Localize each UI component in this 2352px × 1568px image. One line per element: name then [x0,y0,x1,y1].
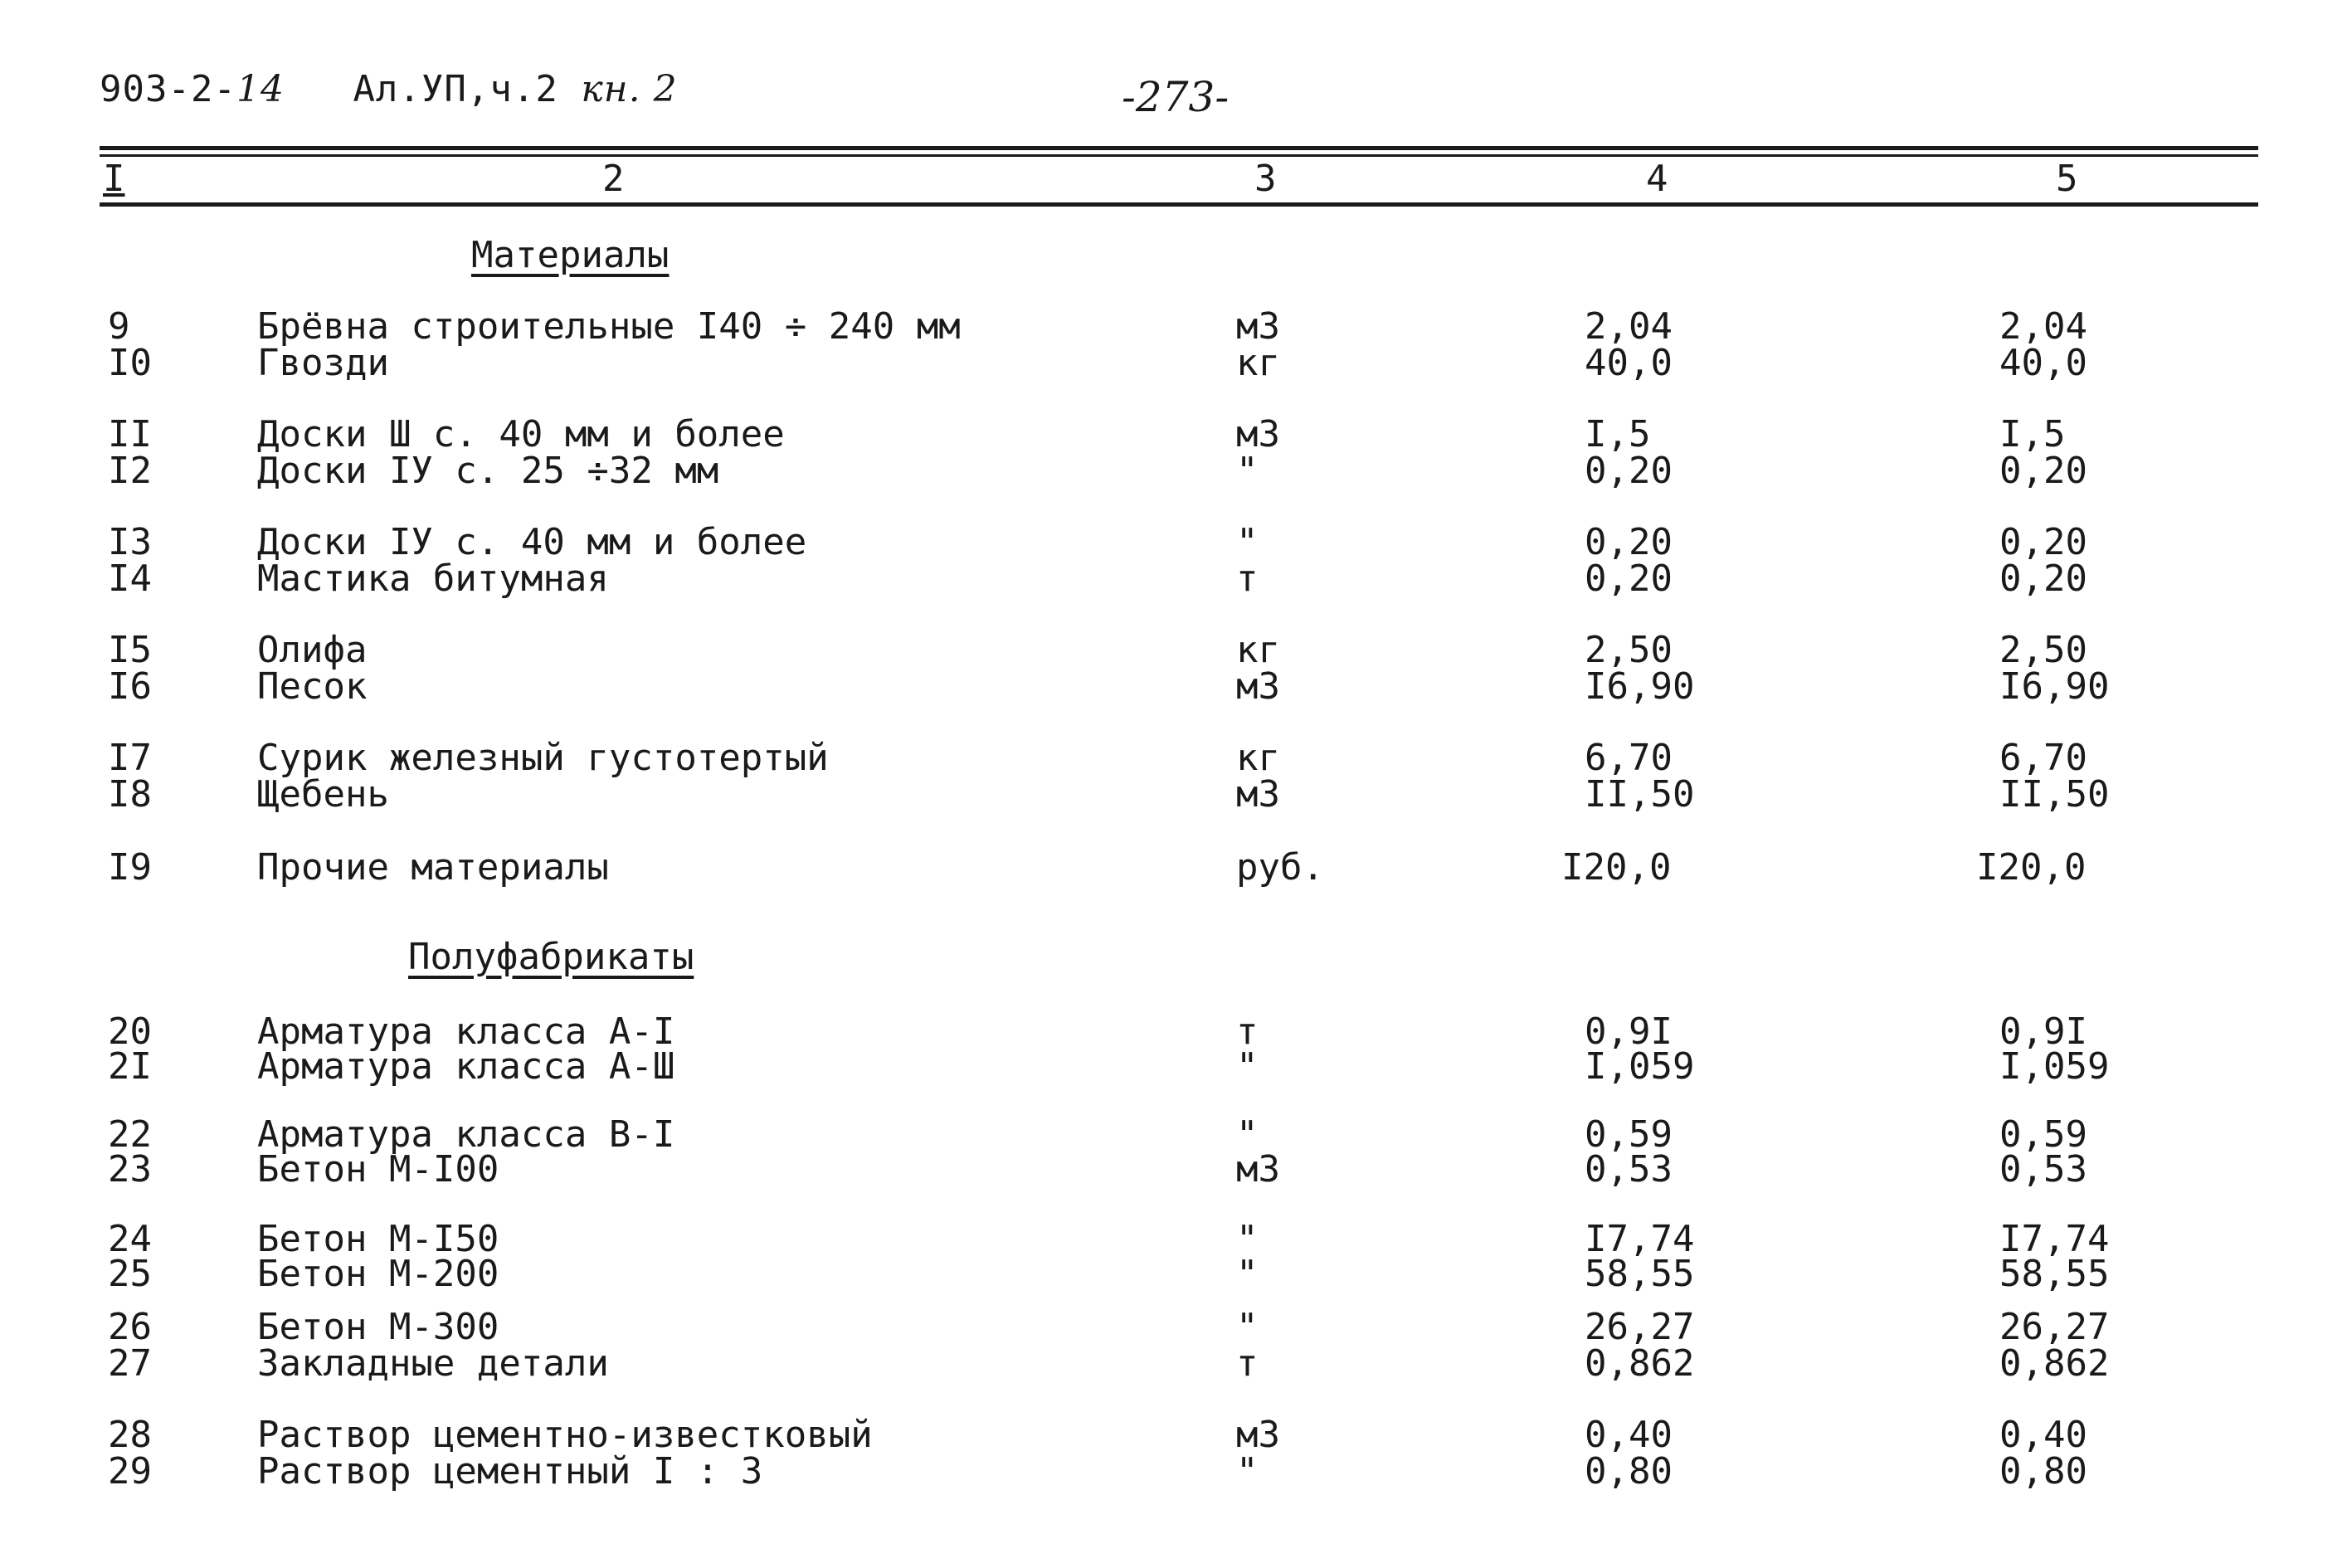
row-number: 24 [108,1218,152,1260]
row-value-col4: 2,50 [1585,629,1673,671]
row-value-col5: 2,04 [1999,305,2087,348]
page-number: -273- [1122,73,1230,121]
volume-label-typed: Ал.УП,ч.2 [353,68,558,110]
row-number: I3 [108,521,152,563]
document-code-typed: 903-2- [100,68,236,110]
row-unit: кг [1236,342,1280,384]
row-value-col5: 2,50 [1999,629,2087,671]
section-title-materials: Материалы [471,234,670,276]
volume-label-handwritten: кн. 2 [581,68,678,110]
row-value-col5: I7,74 [1999,1218,2110,1260]
row-name: Щебень [257,773,389,816]
row-name: Сурик железный густотертый [257,737,829,779]
document-code-handwritten: 14 [236,68,285,110]
row-name: Доски IУ с. 40 мм и более [257,521,807,563]
column-header-1: I [103,158,125,200]
row-name: Бетон М-200 [257,1253,499,1295]
row-value-col4: 0,80 [1585,1450,1673,1493]
row-name: Доски IУ с. 25 ÷32 мм [257,450,719,492]
row-name: Доски Ш с. 40 мм и более [257,413,785,455]
row-unit: т [1236,1342,1259,1385]
row-value-col4: 58,55 [1585,1253,1695,1295]
row-name: Закладные детали [257,1342,609,1385]
row-value-col4: 26,27 [1585,1306,1695,1348]
column-header-3: 3 [1254,158,1277,200]
document-code [100,68,678,110]
row-unit: " [1236,1045,1259,1088]
row-name: Арматура класса А-Ш [257,1045,675,1088]
row-unit: " [1236,1218,1259,1260]
row-unit: м3 [1236,1148,1280,1191]
row-value-col4: 0,20 [1585,450,1673,492]
row-unit: м3 [1236,665,1280,708]
row-number: 22 [108,1113,152,1156]
row-name: Гвозди [257,342,389,384]
row-name: Мастика битумная [257,558,609,600]
row-number: 2I [108,1045,152,1088]
row-unit: м3 [1236,413,1280,455]
row-value-col4: 0,862 [1585,1342,1695,1385]
row-unit: кг [1236,629,1280,671]
table-top-rule [100,146,2258,150]
row-value-col4: I,5 [1585,413,1651,455]
row-value-col5: 0,20 [1999,450,2087,492]
row-value-col5: 6,70 [1999,737,2087,779]
row-value-col4: I,059 [1585,1045,1695,1088]
row-unit: кг [1236,737,1280,779]
row-value-col5: I,059 [1999,1045,2110,1088]
row-value-col5: 0,40 [1999,1414,2087,1456]
row-value-col5: 0,20 [1999,521,2087,563]
row-name: Песок [257,665,368,708]
row-value-col5: II,50 [1999,773,2110,816]
row-value-col5: 58,55 [1999,1253,2110,1295]
row-value-col4: 0,9I [1585,1010,1673,1053]
row-value-col5: 0,80 [1999,1450,2087,1493]
row-number: 9 [108,305,130,348]
row-name: Раствор цементно-известковый [257,1414,873,1456]
row-value-col4: 0,59 [1585,1113,1673,1156]
row-number: 28 [108,1414,152,1456]
table-top-rule-thin [100,154,2258,157]
row-number: 26 [108,1306,152,1348]
row-number: II [108,413,152,455]
row-value-col4: 6,70 [1585,737,1673,779]
row-name: Олифа [257,629,368,671]
row-value-col5: 0,53 [1999,1148,2087,1191]
row-value-col5: 26,27 [1999,1306,2110,1348]
row-value-col5: I6,90 [1999,665,2110,708]
row-name: Бетон М-I50 [257,1218,499,1260]
row-value-col5: 0,9I [1999,1010,2087,1053]
row-number: 25 [108,1253,152,1295]
row-number: 27 [108,1342,152,1385]
row-name: Прочие материалы [257,846,609,889]
row-value-col5: I,5 [1999,413,2066,455]
row-number: I6 [108,665,152,708]
row-number: I9 [108,846,152,889]
row-unit: руб. [1236,846,1324,889]
row-value-col4: II,50 [1585,773,1695,816]
column-header-2: 2 [602,158,625,200]
column-header-5: 5 [2056,158,2078,200]
row-unit: м3 [1236,1414,1280,1456]
column-header-4: 4 [1646,158,1668,200]
row-value-col4: 0,20 [1585,521,1673,563]
row-value-col4: 0,53 [1585,1148,1673,1191]
row-unit: " [1236,450,1259,492]
row-name: Арматура класса В-I [257,1113,675,1156]
row-number: 20 [108,1010,152,1053]
row-value-col4: 0,40 [1585,1414,1673,1456]
row-unit: " [1236,1306,1259,1348]
row-unit: " [1236,521,1259,563]
row-value-col4: I20,0 [1561,846,1672,889]
row-value-col4: 0,20 [1585,558,1673,600]
row-name: Раствор цементный I : 3 [257,1450,763,1493]
row-unit: м3 [1236,773,1280,816]
row-name: Бетон М-I00 [257,1148,499,1191]
row-value-col4: 2,04 [1585,305,1673,348]
row-number: I2 [108,450,152,492]
row-value-col5: 0,862 [1999,1342,2110,1385]
row-name: Арматура класса А-I [257,1010,675,1053]
row-number: 23 [108,1148,152,1191]
row-unit: т [1236,558,1259,600]
table-header-bottom-rule [100,202,2258,207]
row-unit: " [1236,1253,1259,1295]
row-number: I4 [108,558,152,600]
row-name: Бетон М-300 [257,1306,499,1348]
row-number: I5 [108,629,152,671]
row-value-col5: 0,59 [1999,1113,2087,1156]
row-number: I8 [108,773,152,816]
row-value-col5: 40,0 [1999,342,2087,384]
row-number: 29 [108,1450,152,1493]
row-unit: " [1236,1113,1259,1156]
row-unit: м3 [1236,305,1280,348]
row-value-col4: 40,0 [1585,342,1673,384]
row-value-col4: I6,90 [1585,665,1695,708]
row-unit: " [1236,1450,1259,1493]
section-title-semi-finished: Полуфабрикаты [408,936,694,978]
row-number: I0 [108,342,152,384]
row-number: I7 [108,737,152,779]
row-name: Брёвна строительные I40 ÷ 240 мм [257,305,961,348]
row-value-col5: 0,20 [1999,558,2087,600]
row-value-col5: I20,0 [1976,846,2087,889]
row-value-col4: I7,74 [1585,1218,1695,1260]
row-unit: т [1236,1010,1259,1053]
